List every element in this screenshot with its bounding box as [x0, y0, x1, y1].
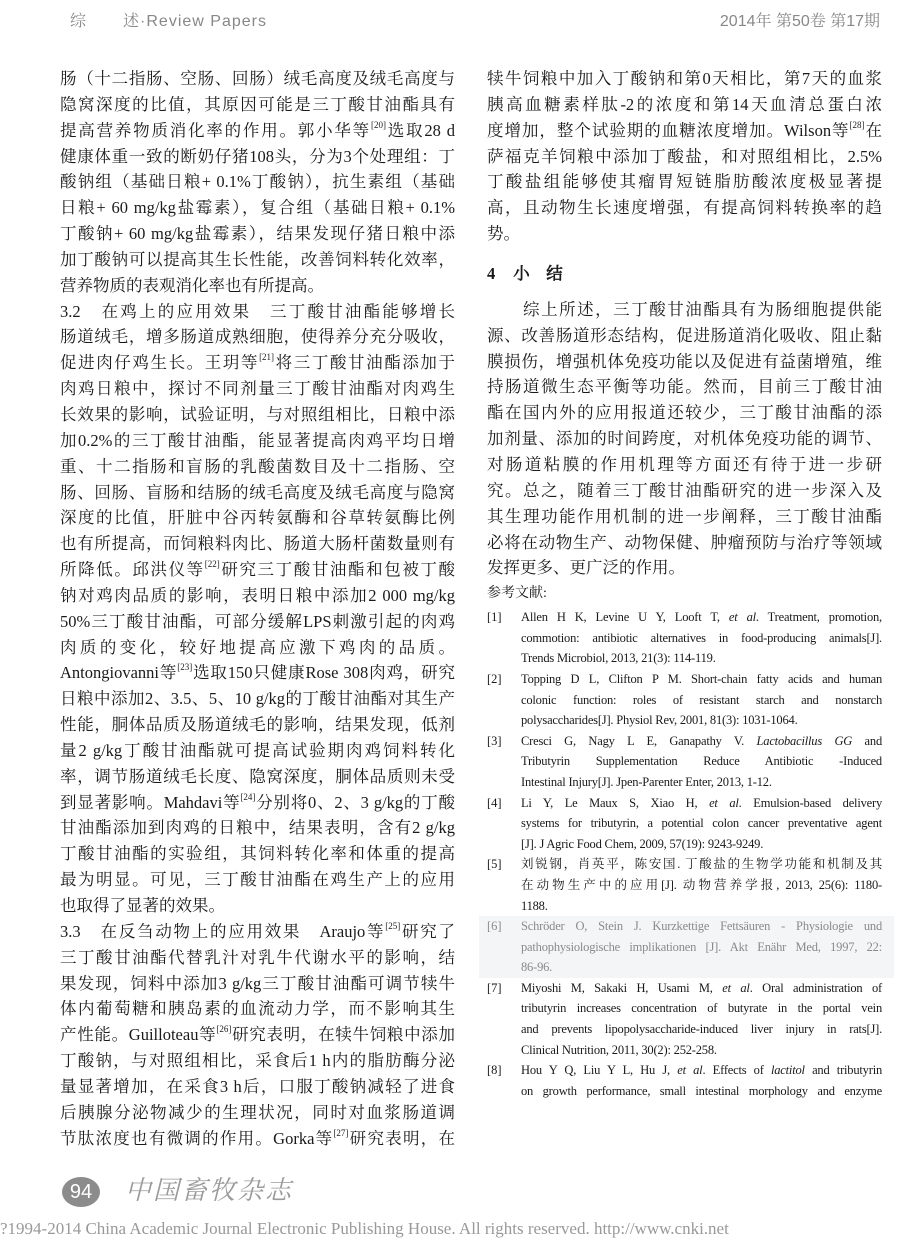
text-line: 日粮+ 60 mg/kg盐霉素），复合组（基础日粮+ 0.1% [60, 198, 455, 218]
reference-item [487, 607, 882, 669]
section-label-char: 述 [123, 13, 141, 30]
italic-text: et al [722, 980, 750, 995]
reference-item [487, 793, 882, 855]
reference-line: Intestinal Injury[J]. Jpen-Parenter Enter, 2013, 1-12. [521, 774, 772, 789]
reference-line: polysaccharides[J]. Physiol Rev, 2001, 81(3): 1031-1064. [521, 713, 798, 728]
section-number: 4 [487, 263, 496, 283]
reference-line: Li Y, Le Maux S, Xiao H, et al. Emulsion-based delivery [521, 795, 883, 810]
reference-number: [3] [487, 733, 502, 748]
text-line: 产性能。Guilloteau等[26]研究表明，在犊牛饲粮中添加 [60, 1024, 456, 1045]
text-line: 率，调节肠道绒毛长度、隐窝深度，胴体品质则未受 [60, 766, 455, 786]
text-line: 后胰腺分泌物减少的生理状况，同时对血浆肠道调 [60, 1102, 455, 1122]
text-line: 度增加，整个试验期的血糖浓度增加。Wilson等[28]在 [487, 119, 882, 140]
text-line: 也取得了显著的效果。 [60, 896, 225, 915]
reference-item [487, 731, 882, 793]
text-line: 节肽浓度也有微调的作用。Gorka等[27]研究表明，在 [60, 1127, 456, 1148]
text-line: 到显著影响。Mahdavi等[24]分别将0、2、3 g/kg的丁酸 [60, 791, 455, 812]
text-line: 肠、回肠、盲肠和结肠的绒毛高度及绒毛高度与隐窝 [60, 482, 455, 502]
section-title: 小 结 [513, 263, 563, 283]
paragraph [60, 66, 455, 299]
text-line: 加0.2%的三丁酸甘油酯，能显著提高肉鸡平均日增 [60, 430, 455, 450]
reference-item [479, 916, 894, 978]
citation-marker: [23] [177, 662, 193, 673]
text-line: 营养物质的表观消化率也有所提高。 [60, 275, 324, 295]
reference-line: Allen H K, Levine U Y, Looft T, et al. Treatment, promotion, [521, 610, 882, 625]
text-line: 深度的比值，肝脏中谷丙转氨酶和谷草转氨酶比例 [60, 508, 455, 528]
reference-line: Tributyrin Supplementation Reduce Antibiotic -Induced [521, 754, 882, 769]
text-line: 隐窝深度的比值，其原因可能是三丁酸甘油酯具有 [60, 94, 455, 114]
reference-line: 1188. [521, 898, 548, 913]
reference-line: tributyrin increases concentration of butyrate in the portal vein [521, 1001, 882, 1016]
text-line: 肉鸡日粮中，探讨不同剂量三丁酸甘油酯对肉鸡生 [60, 379, 455, 399]
page-number: 94 [62, 1177, 100, 1207]
section-heading [487, 259, 882, 289]
reference-line: Miyoshi M, Sakaki H, Usami M, et al. Oral administration of [521, 980, 882, 995]
reference-line: on growth performance, small intestinal morphology and enzyme [521, 1083, 882, 1098]
reference-line: Schröder O, Stein J. Kurzkettige Fettsäuren - Physiologie und [521, 919, 882, 934]
reference-list [487, 607, 882, 1101]
text-line: 丁酸钠+ 60 mg/kg盐霉素），结果发现仔猪日粮中添 [60, 224, 455, 244]
text-line: 3.3 在反刍动物上的应用效果 Araujo等[25]研究了 [60, 920, 455, 941]
reference-number: [5] [487, 857, 502, 872]
italic-text: Lactobacillus GG [756, 733, 853, 748]
reference-line: Clinical Nutrition, 2011, 30(2): 252-258. [521, 1042, 717, 1057]
section-label-char: 综 [70, 13, 88, 30]
text-line: 也有所提高，而饲粮料肉比、肠道大肠杆菌数量则有 [60, 534, 455, 554]
paragraph [60, 299, 455, 919]
reference-line: [J]. J Agric Food Chem, 2009, 57(19): 9243-9249. [521, 836, 764, 851]
text-line: 加丁酸钠可以提高其生长性能，改善饲料转化效率， [60, 249, 455, 269]
text-line: 膜损伤，增强机体免疫功能以及促进有益菌增殖，维 [487, 351, 882, 371]
reference-line: and prevents lipopolysaccharide-induced liver injury in rats[J]. [521, 1022, 882, 1037]
right-column [487, 66, 882, 1101]
text-line: 丁酸盐组能够使其瘤胃短链脂肪酸浓度极显著提 [487, 172, 882, 192]
italic-text: lactitol [770, 1063, 805, 1078]
text-line: 肠（十二指肠、空肠、回肠）绒毛高度及绒毛高度与 [60, 69, 455, 88]
reference-number: [1] [487, 610, 502, 625]
section-label-english: ·Review Papers [140, 13, 267, 30]
italic-text: et al [728, 610, 756, 625]
reference-line: Topping D L, Clifton P M. Short-chain fatty acids and human [521, 671, 882, 686]
text-line: 源、改善肠道形态结构，促进肠道消化吸收、阻止黏 [487, 325, 882, 345]
text-line: 持肠道微生态平衡等功能。然而，目前三丁酸甘油 [487, 377, 882, 397]
reference-number: [8] [487, 1063, 502, 1078]
summary-paragraph [487, 297, 882, 581]
text-line: 量显著增加，在采食3 h后，口服丁酸钠减轻了进食 [60, 1076, 455, 1096]
citation-marker: [26] [216, 1024, 232, 1035]
text-line: 钠对鸡肉品质的影响，表明日粮中添加2 000 mg/kg [60, 585, 455, 605]
reference-line: commotion: antibiotic alternatives in food-producing animals[J]. [521, 630, 882, 645]
text-line: 究。总之，随着三丁酸甘油酯研究的进一步深入及 [487, 480, 882, 500]
reference-item [487, 1060, 882, 1101]
reference-item [487, 669, 882, 731]
running-header-section [70, 8, 267, 31]
text-line: 甘油酯添加到肉鸡的日粮中，结果表明，含有2 g/kg [60, 818, 455, 838]
text-line: 重、十二指肠和盲肠的乳酸菌数目及十二指肠、空 [60, 456, 455, 476]
reference-line: Trends Microbiol, 2013, 21(3): 114-119. [521, 651, 716, 666]
citation-marker: [28] [849, 119, 865, 130]
citation-marker: [27] [333, 1127, 349, 1138]
text-line: 酯在国内外的应用报道还较少，三丁酸甘油酯的添 [487, 403, 882, 423]
running-header-issue: 2014年 第50卷 第17期 [719, 13, 880, 30]
reference-item [487, 978, 882, 1060]
text-line: 量2 g/kg丁酸甘油酯就可提高试验期肉鸡饲料转化 [60, 740, 455, 760]
copyright-notice: ?1994-2014 China Academic Journal Electronic Publishing House. All rights reserved. http://www.cnki.net [0, 1219, 729, 1238]
text-line: 最为明显。可见，三丁酸甘油酯在鸡生产上的应用 [60, 870, 455, 890]
citation-marker: [21] [259, 352, 275, 363]
reference-line: Cresci G, Nagy L E, Ganapathy V. Lactobacillus GG and [521, 733, 882, 748]
text-line: 其生理功能作用机制的进一步阐释，三丁酸甘油酯 [487, 506, 882, 526]
text-line: 萨福克羊饲粮中添加丁酸盐，和对照组相比，2.5% [487, 146, 882, 166]
reference-line: colonic function: roles of resistant starch and nonstarch [521, 692, 882, 707]
reference-line: 在动物生产中的应用[J]. 动物营养学报, 2013, 25(6): 1180- [521, 877, 882, 892]
citation-marker: [22] [204, 559, 220, 570]
text-line: 发挥更多、更广泛的作用。 [487, 558, 685, 578]
text-line: 对肠道粘膜的作用机理等方面还有待于进一步研 [487, 454, 882, 474]
text-line: 果发现，饲料中添加3 g/kg三丁酸甘油酯可调节犊牛 [60, 973, 455, 993]
text-line: 3.2 在鸡上的应用效果 三丁酸甘油酯能够增长 [60, 301, 455, 321]
text-line: 性能，胴体品质及肠道绒毛的影响，结果发现，低剂 [60, 715, 455, 735]
text-line: 健康体重一致的断奶仔猪108头，分为3个处理组：丁 [60, 146, 455, 166]
citation-marker: [20] [370, 119, 386, 130]
italic-text: et al [709, 795, 739, 810]
text-line: 长效果的影响，试验证明，与对照组相比，日粮中添 [60, 404, 455, 424]
text-line: 酸钠组（基础日粮+ 0.1%丁酸钠），抗生素组（基础 [60, 172, 455, 192]
journal-logo: 中国畜牧杂志 [125, 1176, 294, 1205]
reference-line: Hou Y Q, Liu Y L, Hu J, et al. Effects of lactitol and tributyrin [521, 1063, 883, 1078]
text-line: 促进肉仔鸡生长。王玥等[21]将三丁酸甘油酯添加于 [60, 352, 456, 373]
text-line: 日粮中添加2、3.5、5、10 g/kg的丁酸甘油酯对其生产 [60, 689, 455, 709]
reference-number: [4] [487, 795, 502, 810]
reference-line: pathophysiologische implikationen [J]. Akt Enähr Med, 1997, 22: [521, 939, 882, 954]
text-line: Antongiovanni等[23]选取150只健康Rose 308肉鸡，研究 [60, 662, 456, 683]
text-line: 肉质的变化，较好地提高应激下鸡肉的品质。 [60, 637, 455, 657]
reference-number: [7] [487, 980, 502, 995]
text-line: 丁酸甘油酯的实验组，其饲料转化率和体重的提高 [60, 844, 455, 864]
text-line: 犊牛饲粮中加入丁酸钠和第0天相比，第7天的血浆 [487, 69, 882, 88]
text-line: 势。 [487, 224, 520, 244]
references-title: 参考文献: [487, 586, 547, 602]
text-line: 胰高血糖素样肽-2的浓度和第14天血清总蛋白浓 [487, 94, 882, 114]
paragraph [60, 919, 455, 1152]
text-line: 三丁酸甘油酯代替乳汁对乳牛代谢水平的影响，结 [60, 947, 455, 967]
text-line: 必将在动物生产、动物保健、肿瘤预防与治疗等领域 [487, 532, 882, 552]
text-line: 综上所述，三丁酸甘油酯具有为肠细胞提供能 [487, 299, 882, 319]
text-line: 加剂量、添加的时间跨度，对机体免疫功能的调节、 [487, 429, 882, 449]
text-line: 高，且动物生长速度增强，有提高饲料转换率的趋 [487, 198, 882, 218]
citation-marker: [24] [240, 791, 256, 802]
reference-item [487, 854, 882, 916]
reference-number: [2] [487, 671, 502, 686]
left-column [60, 66, 455, 1151]
italic-text: et al [677, 1063, 703, 1078]
citation-marker: [25] [385, 920, 401, 931]
text-line: 体内葡萄糖和胰岛素的血流动力学，而不影响其生 [60, 999, 455, 1019]
paragraph [487, 297, 882, 581]
text-line: 肠道绒毛，增多肠道成熟细胞，使得养分充分吸收， [60, 327, 455, 347]
text-line: 提高营养物质消化率的作用。郭小华等[20]选取28 d [60, 119, 456, 140]
reference-number: [6] [487, 919, 502, 934]
text-line: 丁酸钠，与对照组相比，采食后1 h内的脂肪酶分泌 [60, 1051, 455, 1071]
reference-line: 86-96. [521, 960, 553, 975]
reference-line: systems for tributyrin, a potential colon cancer preventative agent [521, 816, 882, 831]
reference-line: 刘锐钢，肖英平，陈安国. 丁酸盐的生物学功能和机制及其 [521, 857, 882, 872]
paragraph [487, 66, 882, 247]
text-line: 50%三丁酸甘油酯，可部分缓解LPS刺激引起的肉鸡 [60, 611, 455, 631]
text-line: 所降低。邱洪仪等[22]研究三丁酸甘油酯和包被丁酸 [60, 559, 456, 580]
